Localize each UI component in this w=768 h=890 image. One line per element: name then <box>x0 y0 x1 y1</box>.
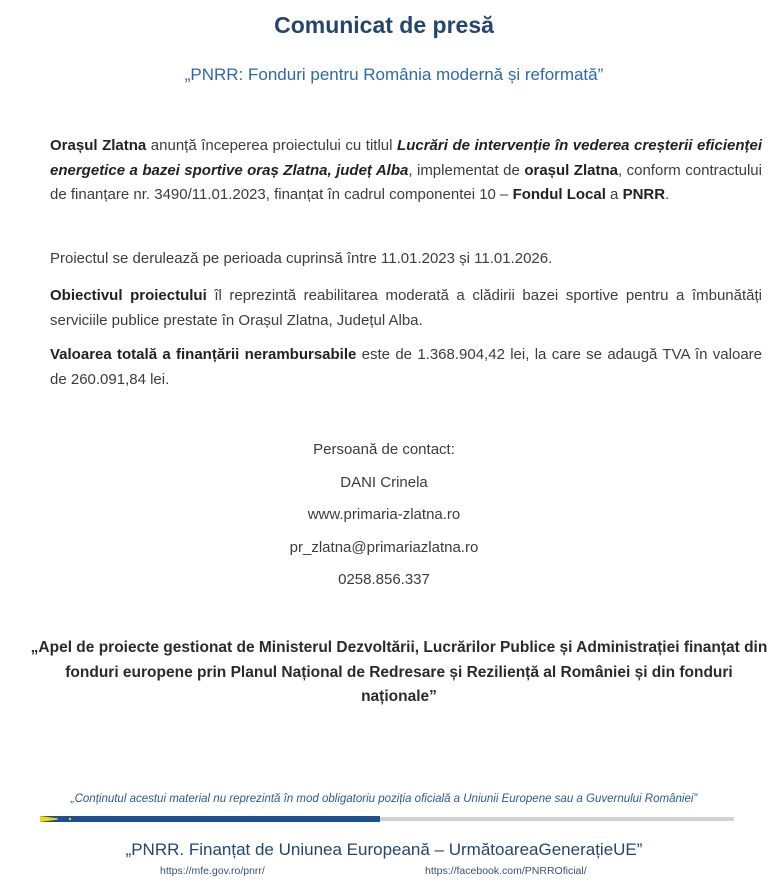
intro-text: . <box>665 186 670 203</box>
page-title: Comunicat de presă <box>274 12 494 38</box>
objective-label: Obiectivul proiectului <box>50 287 207 304</box>
footer-bar <box>40 815 734 823</box>
contact-website[interactable]: www.primaria-zlatna.ro <box>307 506 461 523</box>
project-title: Lucrări de intervenție în vederea creșterii eficienței energetice a bazei sportive oraș Zlatna, județ Alba <box>50 137 762 179</box>
objective-paragraph <box>50 284 762 333</box>
objective-text: îl reprezintă reabilitarea moderată a clădirii bazei sportive pentru a îmbunătăți serviciile publice prestate în Orașul Zlatna, Județul Alba. <box>50 287 762 329</box>
page-subtitle: „PNRR: Fonduri pentru România modernă și reformată” <box>184 65 604 84</box>
disclaimer-text: „Conținutul acestui material nu reprezintă în mod obligatoriu poziția oficială a Uniunii Europene sau a Guvernului României” <box>70 793 698 805</box>
contact-label: Persoană de contact: <box>313 441 455 458</box>
contact-email[interactable]: pr_zlatna@primariazlatna.ro <box>289 538 479 556</box>
implementer-name: orașul Zlatna <box>524 161 618 179</box>
intro-text: anunță începerea proiectului cu titlul <box>146 137 398 154</box>
period-paragraph: Proiectul se derulează pe perioada cuprinsă între 11.01.2023 și 11.01.2026. <box>50 250 553 267</box>
footer-bar-fill <box>40 816 380 822</box>
contact-name: DANI Crinela <box>340 473 428 491</box>
contact-phone: 0258.856.337 <box>338 571 430 588</box>
call-statement: „Apel de proiecte gestionat de Ministerul Dezvoltării, Lucrărilor Publice și Administrației finanțat din fonduri europene prin Planul Național de Redresare și Reziliență al României și din fonduri naționale” <box>30 639 768 705</box>
contract-text: , conform contractului de finanțare nr. 3490/11.01.2023, finanțat în cadrul componentei 10 – <box>50 161 762 203</box>
eu-flag-icon <box>40 815 80 823</box>
funding-text: este de 1.368.904,42 lei, la care se adaugă TVA în valoare de 260.091,84 lei. <box>50 346 762 388</box>
city-name: Orașul Zlatna <box>50 137 147 154</box>
facebook-link[interactable]: https://facebook.com/PNRROficial/ <box>425 865 587 877</box>
funding-paragraph <box>50 343 762 392</box>
program-name: PNRR <box>622 186 666 203</box>
fund-name: Fondul Local <box>512 186 606 203</box>
intro-text: a <box>605 186 623 203</box>
contact-block <box>0 440 768 603</box>
intro-text: , implementat de <box>408 161 525 179</box>
intro-paragraph <box>50 134 762 208</box>
mfe-link[interactable]: https://mfe.gov.ro/pnrr/ <box>160 865 265 877</box>
footer-slogan: „PNRR. Finanțat de Uniunea Europeană – UrmătoareaGenerațieUE” <box>125 840 643 859</box>
funding-label: Valoarea totală a finanțării nerambursabile <box>50 346 357 363</box>
